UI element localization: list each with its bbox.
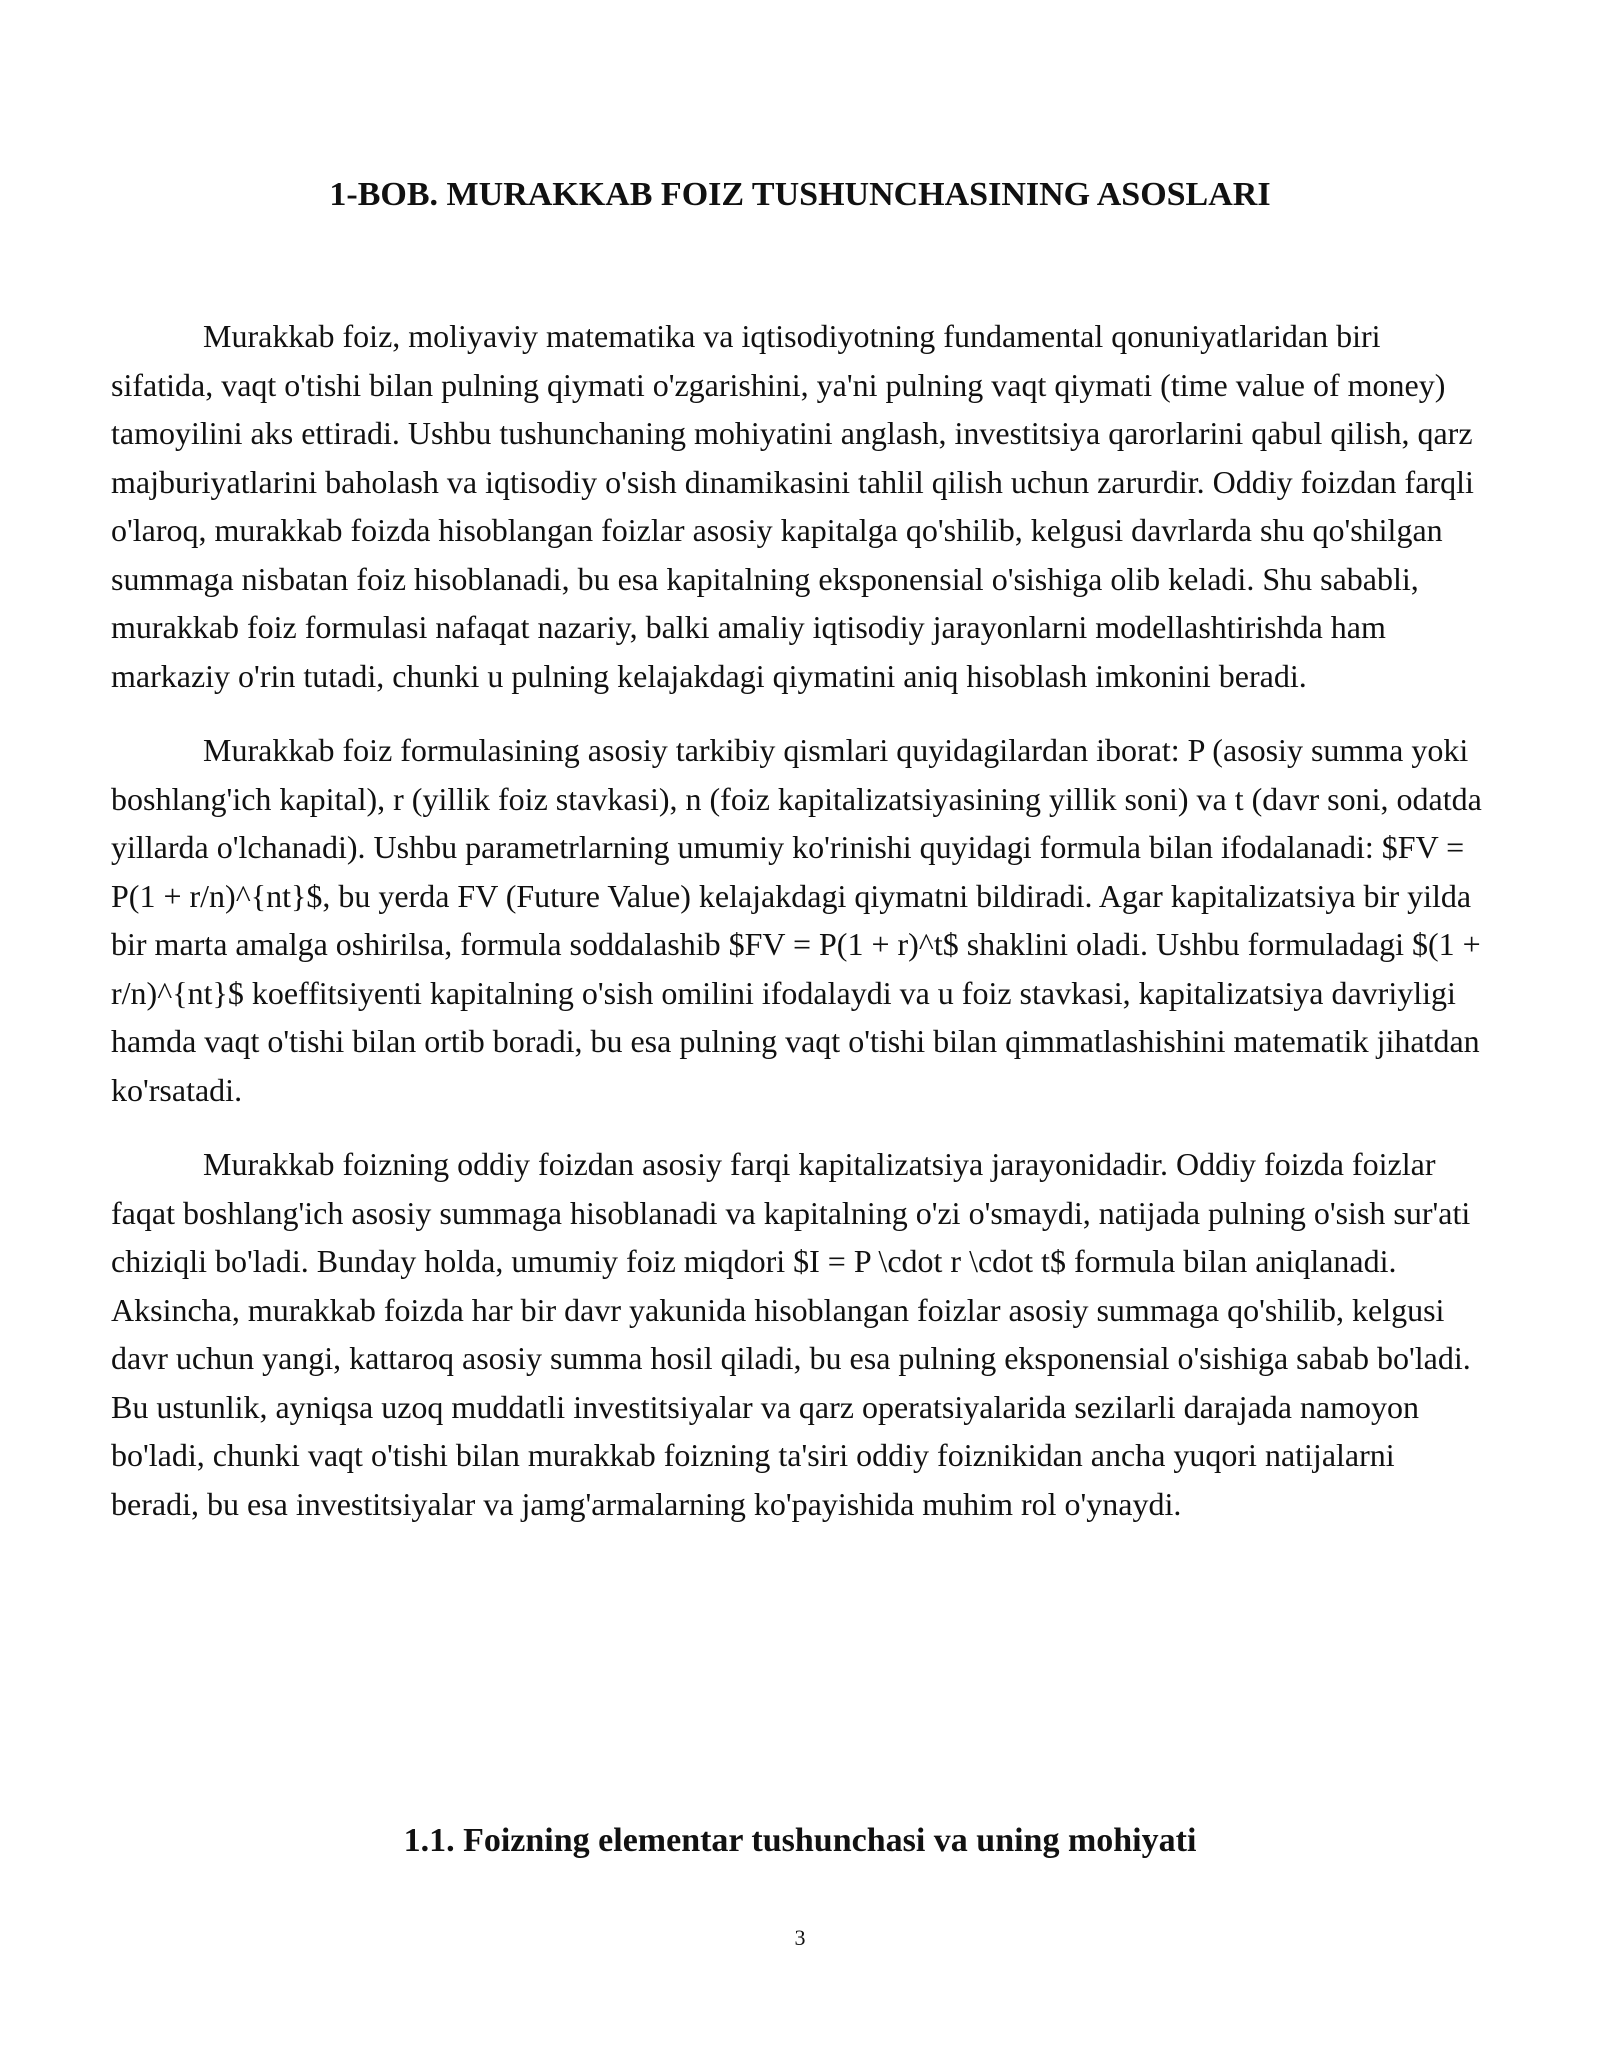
document-page [111,0,1489,2070]
paragraph-2: Murakkab foiz formulasining asosiy tarkibiy qismlari quyidagilardan iborat: P (asosiy summa yoki boshlang'ich kapital), r (yillik foiz stavkasi), n (foiz kapitalizatsiyasining yillik soni) va t (davr soni, odatda yillarda o'lchanadi). Ushbu parametrlarning umumiy ko'rinishi quyidagi formula bilan ifodalanadi: $FV = P(1 + r/n)^{nt}$, bu yerda FV (Future Value) kelajakdagi qiymatni bildiradi. Agar kapitalizatsiya bir yilda bir marta amalga oshirilsa, formula soddalashib $FV = P(1 + r)^t$ shaklini oladi. Ushbu formuladagi $(1 + r/n)^{nt}$ koeffitsiyenti kapitalning o'sish omilini ifodalaydi va u foiz stavkasi, kapitalizatsiya davriyligi hamda vaqt o'tishi bilan ortib boradi, bu esa pulning vaqt o'tishi bilan qimmatlashishini matematik jihatdan ko'rsatadi. [111,732,1482,1108]
page-number: 3 [794,1925,806,1950]
body-text [111,312,1489,1554]
chapter-title: 1-BOB. MURAKKAB FOIZ TUSHUNCHASINING ASOSLARI [329,176,1271,213]
paragraph-1: Murakkab foiz, moliyaviy matematika va iqtisodiyotning fundamental qonuniyatlaridan biri sifatida, vaqt o'tishi bilan pulning qiymati o'zgarishini, ya'ni pulning vaqt qiymati (time value of money) tamoyilini aks ettiradi. Ushbu tushunchaning mohiyatini anglash, investitsiya qarorlarini qabul qilish, qarz majburiyatlarini baholash va iqtisodiy o'sish dinamikasini tahlil qilish uchun zarurdir. Oddiy foizdan farqli o'laroq, murakkab foizda hisoblangan foizlar asosiy kapitalga qo'shilib, kelgusi davrlarda shu qo'shilgan summaga nisbatan foiz hisoblanadi, bu esa kapitalning eksponensial o'sishiga olib keladi. Shu sababli, murakkab foiz formulasi nafaqat nazariy, balki amaliy iqtisodiy jarayonlarni modellashtirishda ham markaziy o'rin tutadi, chunki u pulning kelajakdagi qiymatini aniq hisoblash imkonini beradi. [111,318,1474,694]
paragraph-3: Murakkab foizning oddiy foizdan asosiy farqi kapitalizatsiya jarayonidadir. Oddiy foizda foizlar faqat boshlang'ich asosiy summaga hisoblanadi va kapitalning o'zi o'smaydi, natijada pulning o'sish sur'ati chiziqli bo'ladi. Bunday holda, umumiy foiz miqdori $I = P \cdot r \cdot t$ formula bilan aniqlanadi. Aksincha, murakkab foizda har bir davr yakunida hisoblangan foizlar asosiy summaga qo'shilib, kelgusi davr uchun yangi, kattaroq asosiy summa hosil qiladi, bu esa pulning eksponensial o'sishiga sabab bo'ladi. Bu ustunlik, ayniqsa uzoq muddatli investitsiyalar va qarz operatsiyalarida sezilarli darajada namoyon bo'ladi, chunki vaqt o'tishi bilan murakkab foizning ta'siri oddiy foiznikidan ancha yuqori natijalarni beradi, bu esa investitsiyalar va jamg'armalarning ko'payishida muhim rol o'ynaydi. [111,1146,1471,1522]
section-title: 1.1. Foizning elementar tushunchasi va uning mohiyati [403,1822,1197,1859]
